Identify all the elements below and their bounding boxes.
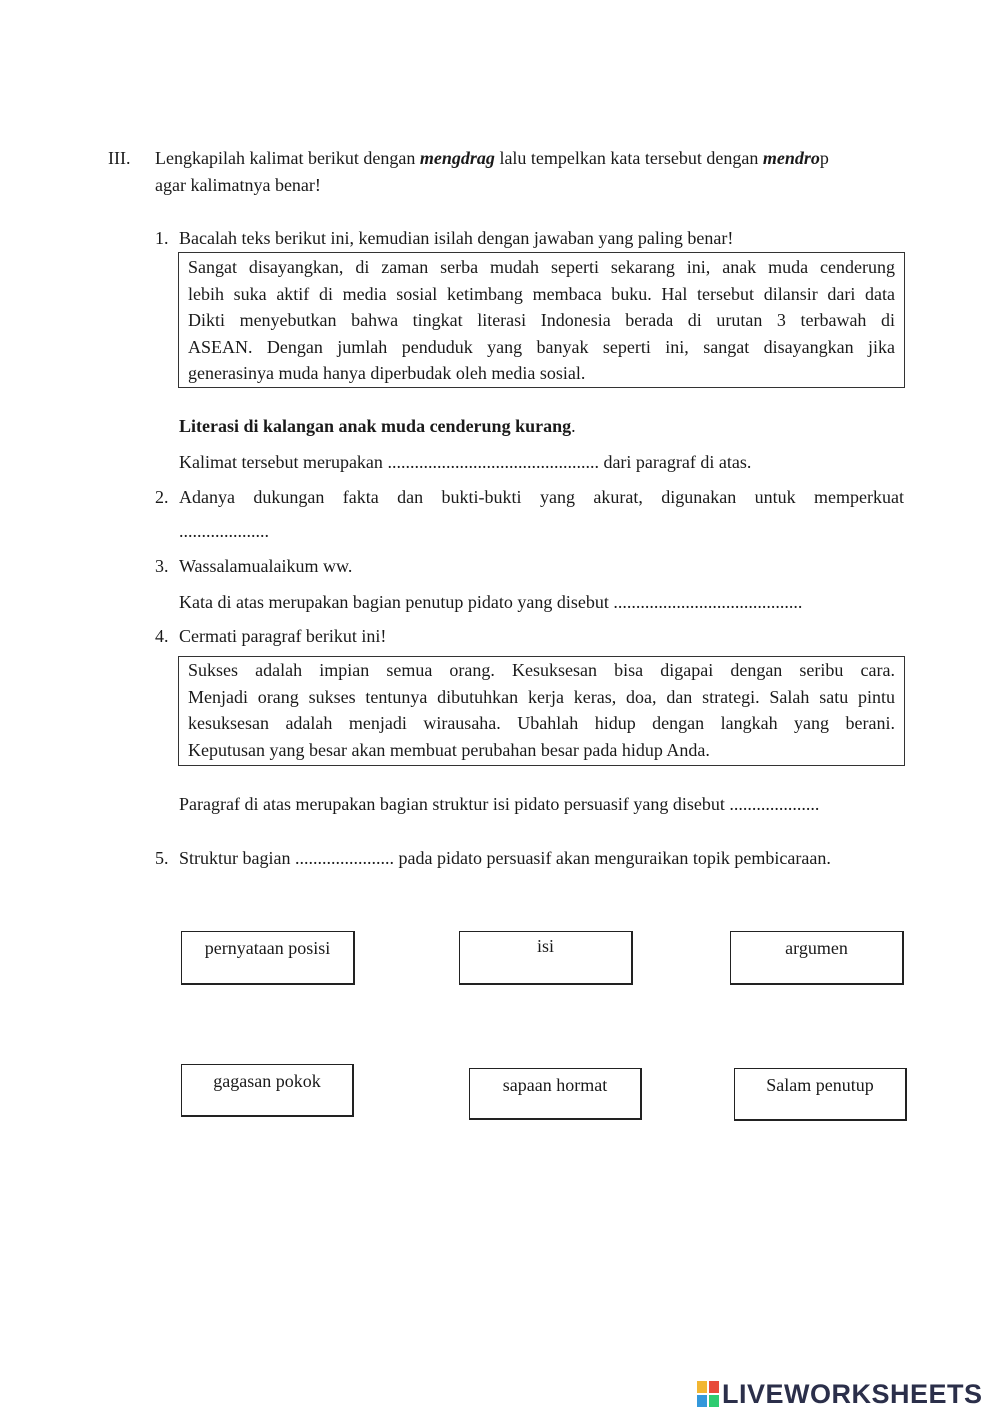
passage-line: ASEAN. Dengan jumlah penduduk yang banyak seperti ini, sangat disayangkan jika	[188, 336, 895, 357]
q5-number: 5.	[155, 848, 169, 868]
q1-passage	[188, 254, 895, 387]
q1-number: 1.	[155, 228, 169, 248]
period: .	[571, 416, 576, 436]
instruction-keyword-drag: mengdrag	[419, 148, 495, 168]
section-instruction-line2: agar kalimatnya benar!	[155, 175, 321, 195]
passage-line: Sukses adalah impian semua orang. Kesuksesan bisa digapai dengan seribu cara.	[188, 660, 895, 680]
instruction-text: lalu tempelkan kata tersebut dengan	[494, 148, 763, 168]
q4-prompt: Cermati paragraf berikut ini!	[179, 626, 387, 646]
logo-tile	[709, 1395, 719, 1407]
statement-text: Paragraf di atas merupakan bagian struktur isi pidato persuasif yang disebut	[179, 794, 725, 814]
instruction-text: Lengkapilah kalimat berikut dengan	[155, 148, 420, 168]
option-pernyataan-posisi[interactable]	[181, 931, 355, 985]
passage-line: kesuksesan adalah menjadi wirausaha. Ubahlah hidup dengan langkah yang berani.	[188, 713, 895, 733]
instruction-keyword-drop: mendro	[762, 148, 820, 168]
liveworksheets-logo	[697, 1378, 983, 1410]
q3-statement	[179, 589, 802, 615]
q2-prompt: Adanya dukungan fakta dan bukti-bukti yang akurat, digunakan untuk memperkuat	[179, 487, 904, 507]
passage-line: Menjadi orang sukses tentunya dibutuhkan kerja keras, doa, dan strategi. Salah satu pintu	[188, 686, 895, 707]
q3-drop-blank[interactable]: ..........................................	[613, 592, 803, 612]
statement-text: Kalimat tersebut merupakan	[179, 452, 383, 472]
statement-text: Struktur bagian	[179, 848, 291, 868]
q1-statement	[179, 449, 751, 475]
passage-line: lebih suka aktif di media sosial ketimbang membaca buku. Hal tersebut dilansir dari data	[188, 283, 895, 304]
q4-number: 4.	[155, 626, 169, 646]
option-label: argumen	[785, 938, 848, 958]
q4-statement	[179, 791, 819, 817]
passage-line: generasinya muda hanya diperbudak oleh media sosial.	[188, 363, 586, 383]
q1-passage-box	[178, 252, 905, 388]
logo-tile	[697, 1381, 707, 1393]
q2-drop-blank[interactable]: ....................	[179, 521, 269, 541]
q4-drop-blank[interactable]: ....................	[729, 794, 820, 814]
passage-line: Sangat disayangkan, di zaman serba mudah seperti sekarang ini, anak muda cenderung	[188, 257, 895, 277]
option-label: gagasan pokok	[213, 1071, 321, 1091]
bold-sentence-text: Literasi di kalangan anak muda cenderung kurang	[179, 416, 572, 436]
q3-prompt: Wassalamualaikum ww.	[179, 556, 353, 576]
q4-passage	[188, 657, 895, 763]
option-sapaan-hormat[interactable]	[469, 1068, 642, 1120]
logo-tile	[697, 1395, 707, 1407]
q1-drop-blank[interactable]: ...............................................	[387, 452, 599, 472]
statement-text: pada pidato persuasif akan menguraikan topik pembicaraan.	[398, 848, 831, 868]
q5-drop-blank[interactable]: ......................	[294, 848, 394, 868]
option-label: sapaan hormat	[502, 1075, 608, 1095]
q5-prompt	[179, 845, 831, 871]
q2-number: 2.	[155, 487, 169, 507]
q1-bold-sentence	[179, 413, 576, 439]
statement-text: Kata di atas merupakan bagian penutup pidato yang disebut	[179, 592, 609, 612]
section-instruction	[155, 145, 829, 171]
q4-passage-box	[178, 656, 905, 766]
q1-prompt: Bacalah teks berikut ini, kemudian isilah dengan jawaban yang paling benar!	[179, 228, 734, 248]
option-label: pernyataan posisi	[204, 938, 331, 958]
logo-tile	[709, 1381, 719, 1393]
q3-number: 3.	[155, 556, 169, 576]
option-label: isi	[536, 936, 554, 956]
option-label: Salam penutup	[766, 1075, 874, 1095]
option-argumen[interactable]	[730, 931, 904, 985]
passage-line: Keputusan yang besar akan membuat perubahan besar pada hidup Anda.	[188, 739, 710, 760]
statement-text: dari paragraf di atas.	[603, 452, 752, 472]
brand-name: LIVEWORKSHEETS	[722, 1378, 983, 1409]
option-isi[interactable]	[459, 931, 633, 985]
liveworksheets-mark-icon	[697, 1381, 719, 1407]
passage-line: Dikti menyebutkan bahwa tingkat literasi Indonesia berada di urutan 3 terbawah di	[188, 310, 895, 330]
option-gagasan-pokok[interactable]	[181, 1064, 354, 1117]
instruction-text: p	[819, 148, 829, 168]
option-salam-penutup[interactable]	[734, 1068, 907, 1121]
section-number: III.	[108, 148, 131, 168]
